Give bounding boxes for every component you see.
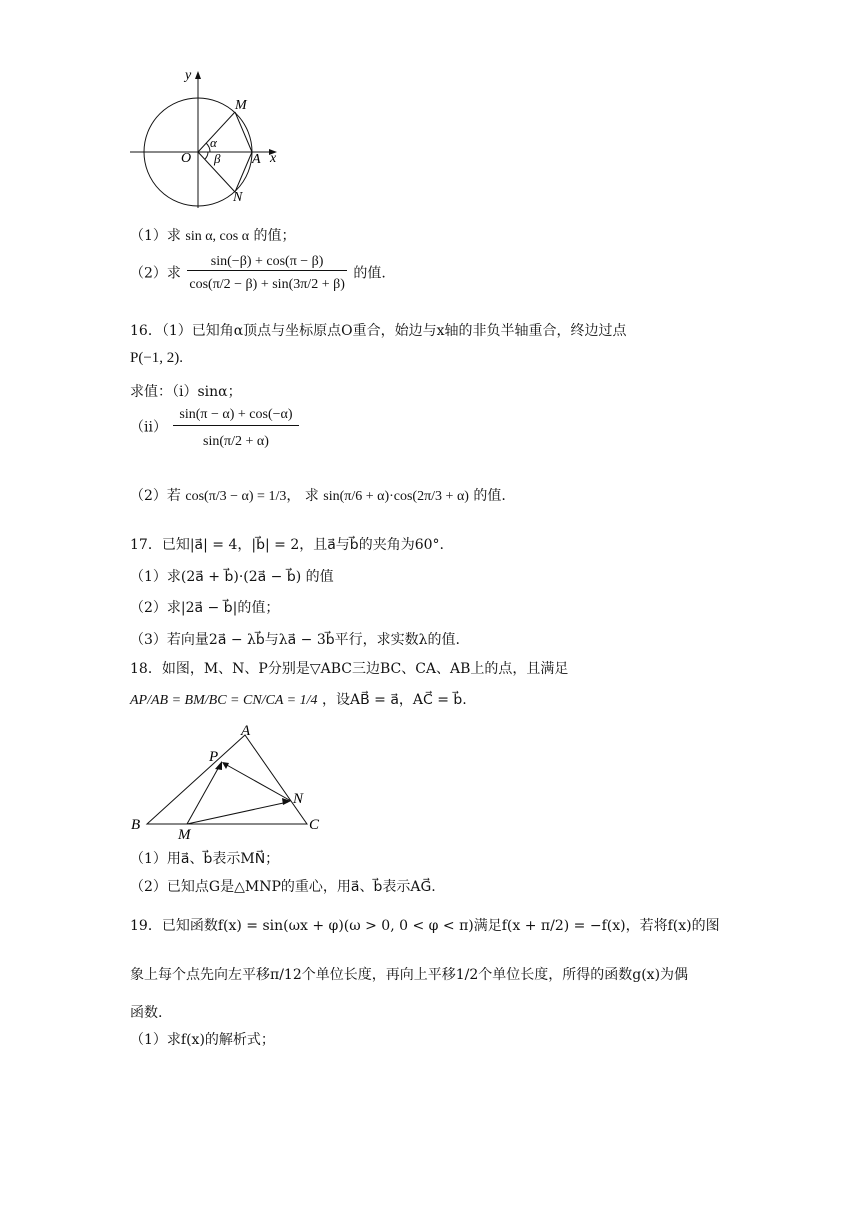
q16-line1: 16．（1）已知角α顶点与坐标原点O重合，始边与x轴的非负半轴重合，终边过点 [130, 323, 627, 339]
q16-ii-fraction [173, 405, 298, 450]
q16-line2: P(−1, 2). [130, 350, 184, 366]
q15-part1-tail: 的值； [253, 228, 296, 244]
q16-part2-pre: （2）若 [130, 488, 181, 504]
fig1-label-A: A [252, 152, 261, 167]
q18-line1: 18．如图，M、N、P分别是▽ABC三边BC、CA、AB上的点，且满足 [130, 661, 569, 677]
fig1-label-beta: β [214, 151, 221, 166]
q15-part2-denominator: cos(π/2 − β) + sin(3π/2 + β) [189, 277, 345, 292]
q17-part1: （1）求(2a⃗ + b⃗)·(2a⃗ − b⃗) 的值 [130, 569, 334, 585]
fig1-label-M: M [235, 98, 247, 113]
q16-part2-mid: 求 [304, 488, 319, 504]
q18-part1: （1）用a⃗、b⃗表示MN⃗； [130, 851, 280, 867]
q15-part2-label: （2）求 [130, 265, 181, 282]
q16-part-ii [130, 405, 301, 450]
fig2-label-C: C [309, 817, 320, 833]
fig1-label-y: y [185, 68, 192, 83]
q15-part2-fraction [187, 254, 347, 293]
fig2-label-B: B [131, 817, 141, 833]
q15-part1-label: （1）求 [130, 228, 181, 244]
q16-ii-label: （ⅱ） [130, 419, 167, 436]
q15-part2-numerator: sin(−β) + cos(π − β) [187, 254, 347, 271]
q17-part3: （3）若向量2a⃗ − λb⃗与λa⃗ − 3b⃗平行，求实数λ的值. [130, 632, 460, 648]
q19-line1: 19．已知函数f(x) = sin(ωx + φ)(ω > 0, 0 < φ < π)满足f(x + π/2) = −f(x)，若将f(x)的图 [130, 918, 720, 934]
fig2-label-A: A [241, 725, 251, 739]
fig2-label-M: M [178, 827, 191, 843]
triangle-figure [125, 725, 330, 845]
q16-line3: 求值：（ⅰ）sinα； [130, 384, 242, 400]
q16-part2-condition: cos(π/3 − α) = 1/3， [185, 489, 301, 504]
fig1-label-alpha: α [210, 135, 217, 150]
fig2-label-P: P [209, 749, 219, 765]
q18-ratio: AP/AB = BM/BC = CN/CA = 1/4 [130, 693, 318, 708]
fig1-label-x: x [270, 151, 277, 166]
q16-part2 [130, 486, 506, 507]
q18-setup: ，设AB⃗ = a⃗，AC⃗ = b⃗. [321, 692, 467, 708]
q16-ii-numerator: sin(π − α) + cos(−α) [173, 405, 298, 426]
fig1-label-N: N [233, 190, 243, 205]
fig2-label-N: N [293, 791, 304, 807]
q19-part1: （1）求f(x)的解析式； [130, 1032, 275, 1048]
q16-part2-expression: sin(π/6 + α)·cos(2π/3 + α) [323, 489, 469, 504]
q17-line1: 17．已知|a⃗| = 4，|b⃗| = 2，且a⃗与b⃗的夹角为60°. [130, 537, 444, 553]
q19-line3: 函数. [130, 1005, 163, 1021]
q19-line2: 象上每个点先向左平移π/12个单位长度，再向上平移1/2个单位长度，所得的函数g(x)为偶 [130, 967, 689, 983]
q16-part2-tail: 的值. [473, 488, 506, 504]
unit-circle-figure [125, 65, 290, 210]
q18-line2 [130, 690, 467, 711]
q15-part1-expr: sin α, cos α [185, 229, 250, 244]
fig1-label-O: O [181, 151, 192, 166]
q18-part2: （2）已知点G是△MNP的重心，用a⃗、b⃗表示AG⃗. [130, 879, 436, 895]
q15-part1 [130, 226, 296, 247]
q16-ii-denominator: sin(π/2 + α) [203, 434, 269, 449]
q17-part2: （2）求|2a⃗ − b⃗|的值； [130, 600, 280, 616]
q15-part2 [130, 254, 386, 293]
q15-part2-tail: 的值. [353, 265, 386, 282]
